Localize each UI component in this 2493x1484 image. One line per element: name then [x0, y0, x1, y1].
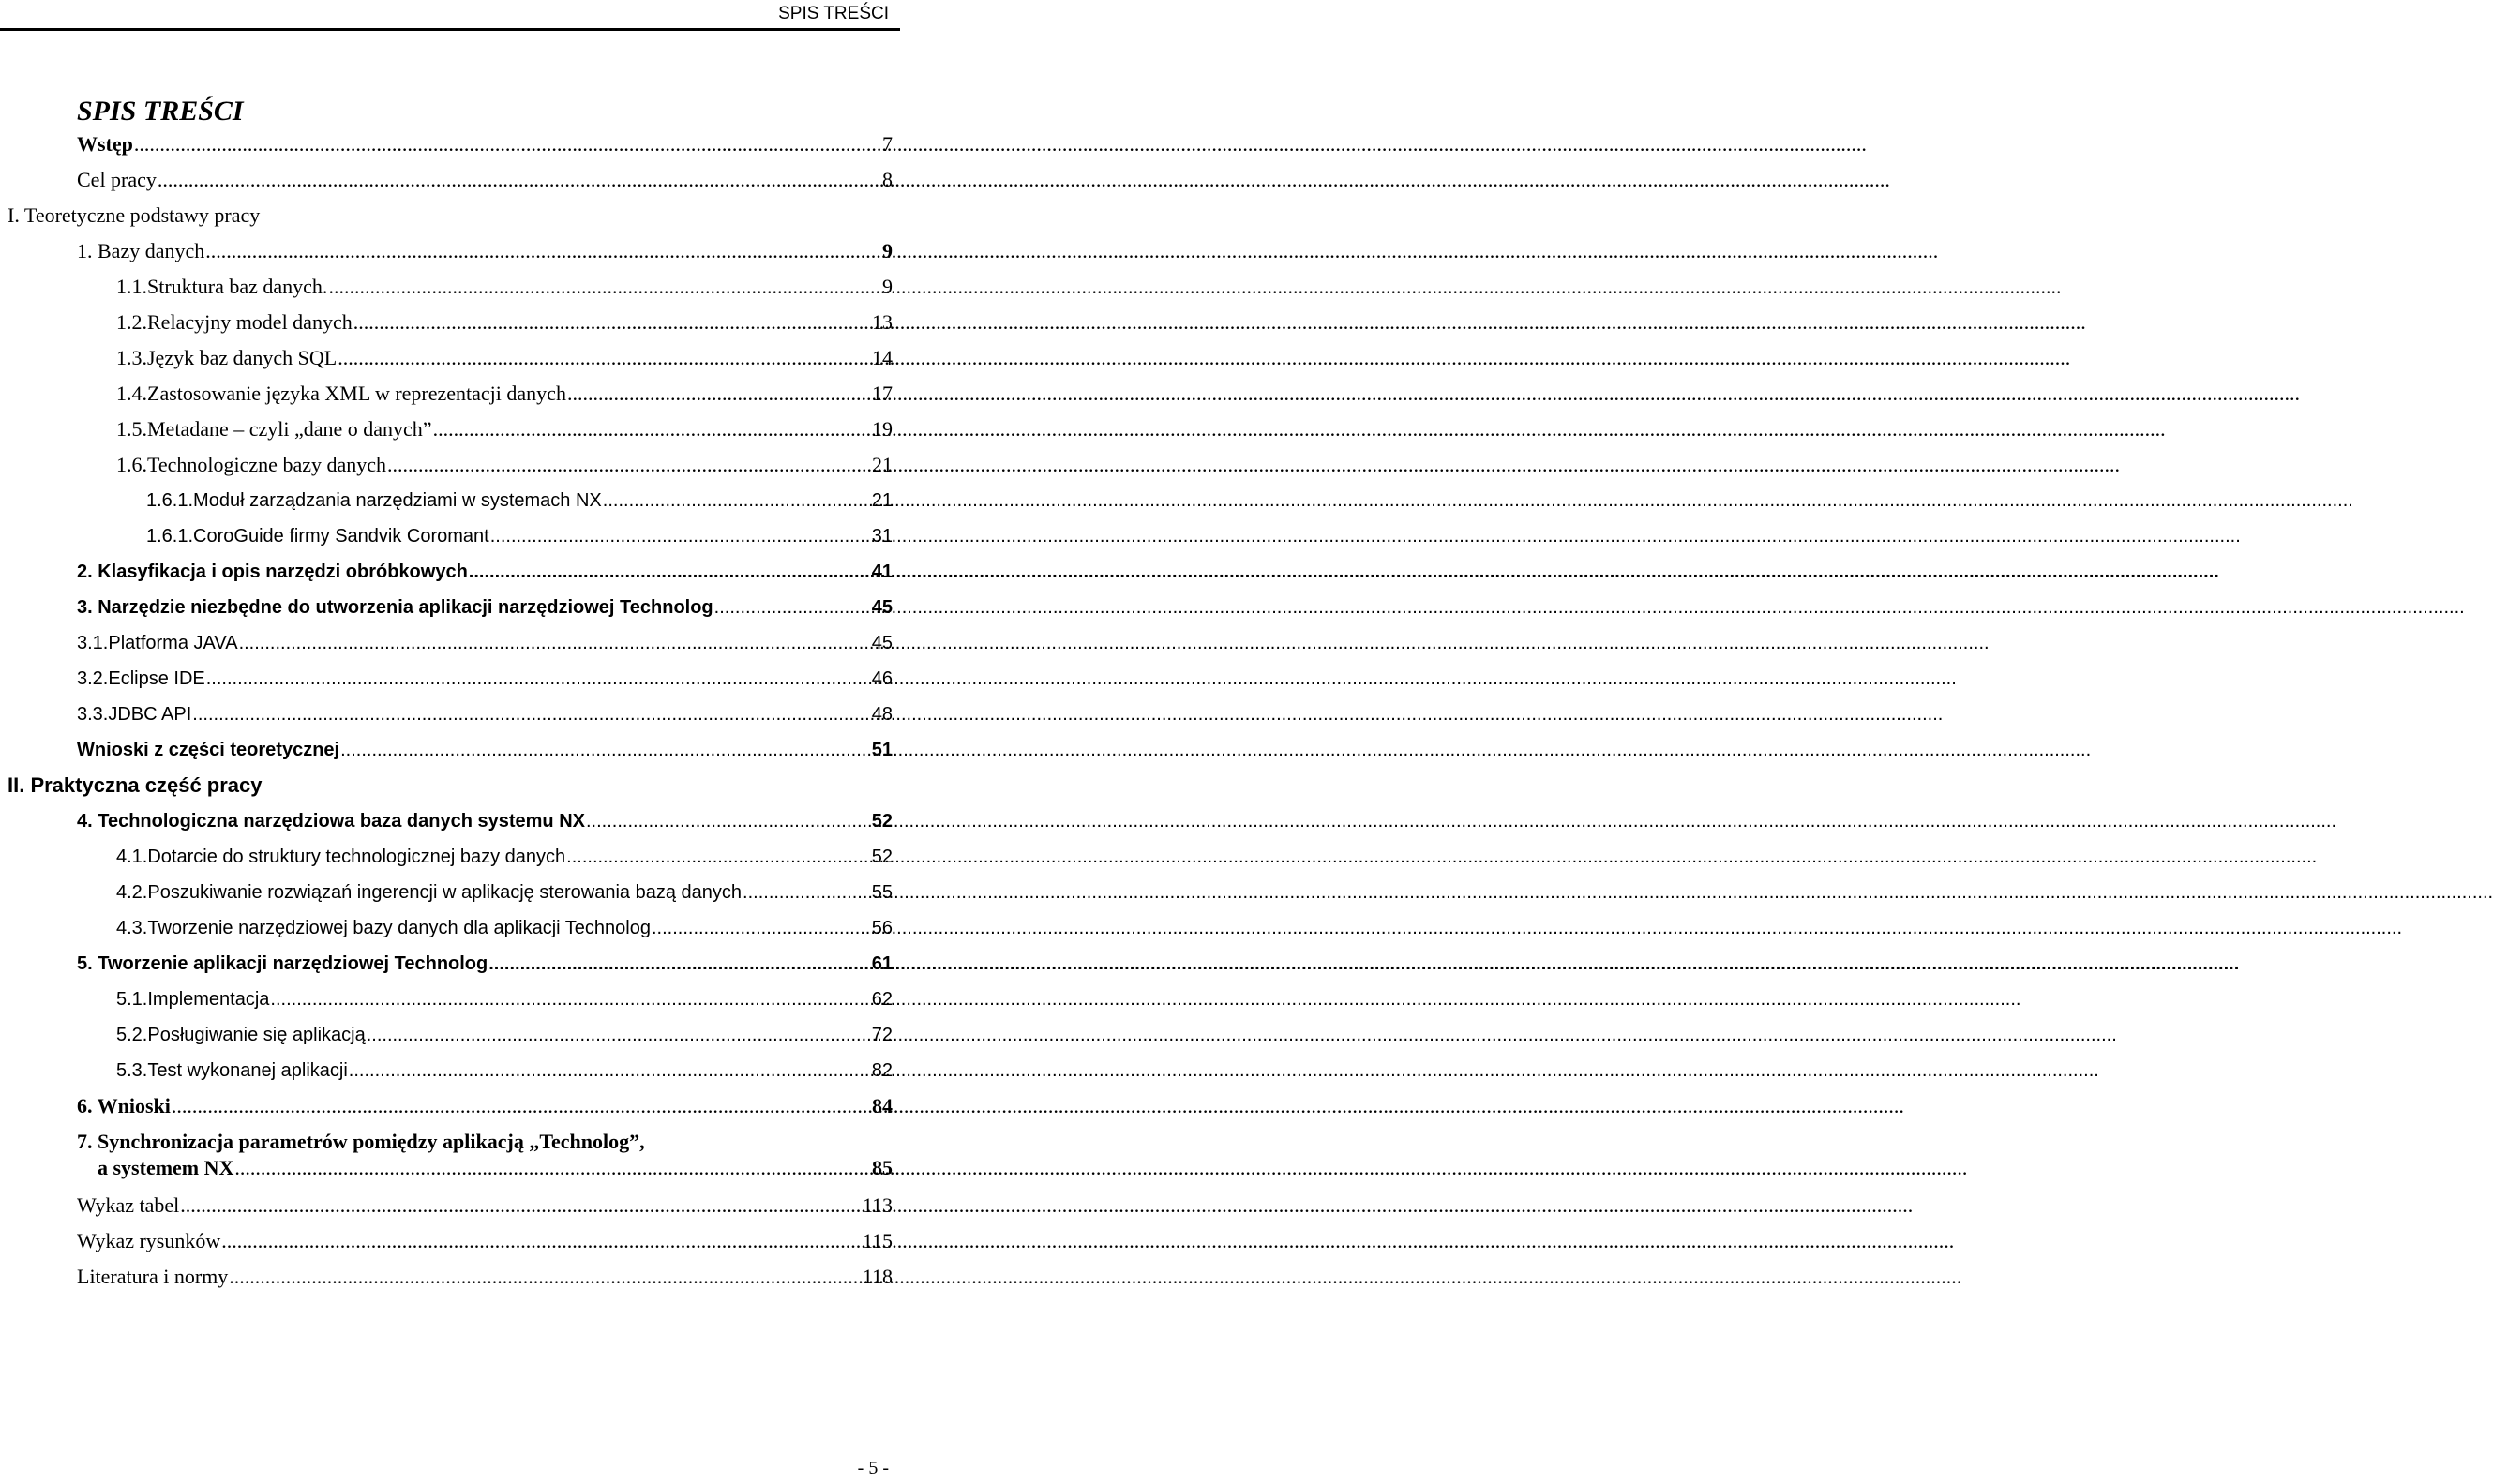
dot-leader	[469, 559, 871, 585]
toc-entry-1-6[interactable]: 1.6.Technologiczne bazy danych ..... 21	[116, 452, 893, 478]
toc-entry-3-3[interactable]: 3.3.JDBC API ..... 48	[77, 701, 893, 727]
toc-entry-literatura[interactable]: Literatura i normy ..... 118	[77, 1264, 893, 1290]
toc-entry-3-1[interactable]: 3.1.Platforma JAVA ..... 45	[77, 630, 893, 656]
toc-part-2: II. Praktyczna część pracy	[8, 773, 263, 797]
toc-entry-bazy-danych[interactable]: 1. Bazy danych ..... 9	[77, 238, 893, 264]
dot-leader	[180, 1192, 862, 1219]
dot-leader	[229, 1264, 862, 1290]
dot-leader	[270, 986, 870, 1012]
dot-leader	[172, 1093, 871, 1119]
toc-entry-1-1[interactable]: 1.1.Struktura baz danych. ..... 9	[116, 274, 893, 300]
toc-entry-1-6-1-coroguide[interactable]: 1.6.1.CoroGuide firmy Sandvik Coromant ..... 31	[146, 523, 893, 549]
dot-leader	[234, 1155, 871, 1181]
toc-entry-2[interactable]: 2. Klasyfikacja i opis narzędzi obróbkowych ..... 41	[77, 559, 893, 585]
running-header: SPIS TREŚCI	[778, 4, 889, 23]
toc-part-1: I. Teoretyczne podstawy pracy	[8, 203, 261, 227]
dot-leader	[353, 309, 871, 336]
dot-leader	[328, 274, 881, 300]
dot-leader	[192, 701, 870, 727]
toc-entry-cel-pracy[interactable]: Cel pracy ..... 8	[77, 167, 893, 193]
dot-leader	[134, 131, 881, 157]
dot-leader	[743, 879, 871, 906]
dot-leader	[340, 737, 871, 763]
dot-leader	[488, 951, 871, 977]
toc-entry-wykaz-tabel[interactable]: Wykaz tabel ..... 113	[77, 1192, 893, 1219]
dot-leader	[239, 630, 871, 656]
dot-leader	[367, 1022, 871, 1048]
dot-leader	[338, 345, 871, 371]
toc-entry-4[interactable]: 4. Technologiczna narzędziowa baza danych systemu NX ..... 52	[77, 808, 893, 834]
toc-entry-1-2[interactable]: 1.2.Relacyjny model danych ..... 13	[116, 309, 893, 336]
toc-entry-wstep[interactable]: Wstęp ..... 7	[77, 131, 893, 157]
dot-leader	[206, 666, 871, 692]
dot-leader	[387, 452, 871, 478]
dot-leader	[603, 487, 871, 514]
toc-entry-1-3[interactable]: 1.3.Język baz danych SQL ..... 14	[116, 345, 893, 371]
page-title: SPIS TREŚCI	[77, 96, 244, 127]
toc-entry-4-1[interactable]: 4.1.Dotarcie do struktury technologicznej bazy danych ..... 52	[116, 844, 893, 870]
toc-entry-1-6-1-nx[interactable]: 1.6.1.Moduł zarządzania narzędziami w systemach NX ..... 21	[146, 487, 893, 514]
dot-leader	[433, 416, 871, 442]
toc-entry-6[interactable]: 6. Wnioski ..... 84	[77, 1093, 893, 1119]
toc-entry-wykaz-rysunkow[interactable]: Wykaz rysunków ..... 115	[77, 1228, 893, 1254]
dot-leader	[567, 381, 871, 407]
footer-page-number: - 5 -	[857, 1458, 889, 1478]
toc-entry-4-2[interactable]: 4.2.Poszukiwanie rozwiązań ingerencji w aplikację sterowania bazą danych ..... 55	[116, 879, 893, 906]
toc-entry-3-2[interactable]: 3.2.Eclipse IDE ..... 46	[77, 666, 893, 692]
toc-entry-1-5[interactable]: 1.5.Metadane – czyli „dane o danych” ..... 19	[116, 416, 893, 442]
toc-entry-5-3[interactable]: 5.3.Test wykonanej aplikacji ..... 82	[116, 1057, 893, 1084]
dot-leader	[490, 523, 871, 549]
dot-leader	[714, 594, 871, 621]
toc-entry-5[interactable]: 5. Tworzenie aplikacji narzędziowej Technolog ..... 61	[77, 951, 893, 977]
toc-entry-5-2[interactable]: 5.2.Posługiwanie się aplikacją ..... 72	[116, 1022, 893, 1048]
toc-entry-7-line1: 7. Synchronizacja parametrów pomiędzy aplikacją „Technolog”,	[77, 1130, 645, 1153]
toc-entry-wnioski-teoretyczne[interactable]: Wnioski z części teoretycznej ..... 51	[77, 737, 893, 763]
dot-leader	[652, 915, 871, 941]
dot-leader	[205, 238, 881, 264]
dot-leader	[566, 844, 871, 870]
dot-leader	[586, 808, 871, 834]
header-rule	[0, 28, 900, 31]
dot-leader	[221, 1228, 862, 1254]
toc-entry-5-1[interactable]: 5.1.Implementacja ..... 62	[116, 986, 893, 1012]
toc-entry-7[interactable]: a systemem NX ..... 85	[98, 1155, 893, 1181]
toc-entry-3[interactable]: 3. Narzędzie niezbędne do utworzenia aplikacji narzędziowej Technolog ..... 45	[77, 594, 893, 621]
dot-leader	[158, 167, 881, 193]
dot-leader	[349, 1057, 871, 1084]
toc-entry-4-3[interactable]: 4.3.Tworzenie narzędziowej bazy danych dla aplikacji Technolog ..... 56	[116, 915, 893, 941]
toc-entry-1-4[interactable]: 1.4.Zastosowanie języka XML w reprezentacji danych ..... 17	[116, 381, 893, 407]
